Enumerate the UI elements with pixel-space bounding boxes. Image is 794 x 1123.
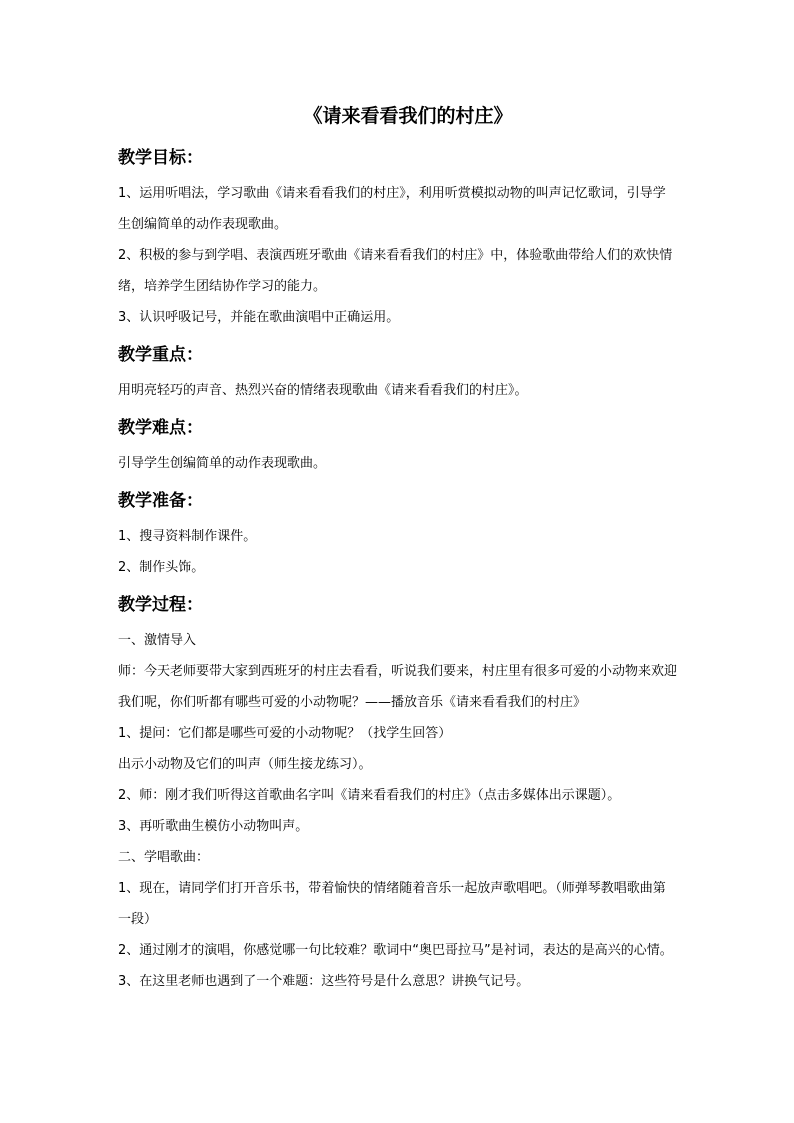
paragraph: 1、搜寻资料制作课件。 bbox=[118, 529, 257, 544]
section-key-points bbox=[118, 341, 678, 406]
section-heading: 教学目标： bbox=[118, 148, 203, 168]
paragraph: 出示小动物及它们的叫声（师生接龙练习）。 bbox=[118, 757, 372, 772]
paragraph: 2、制作头饰。 bbox=[118, 560, 205, 575]
document-title: 《请来看看我们的村庄》 bbox=[303, 105, 513, 127]
paragraph: 师：今天老师要带大家到西班牙的村庄去看看，听说我们要来，村庄里有很多可爱的小动物来欢迎我们呢，你们听都有哪些可爱的小动物呢？——播放音乐《请来看看我们的村庄》 bbox=[118, 664, 678, 710]
paragraph: 1、现在，请同学们打开音乐书，带着愉快的情绪随着音乐一起放声歌唱吧。（师弹琴教唱歌曲第一段） bbox=[118, 881, 666, 927]
paragraph: 1、提问：它们都是哪些可爱的小动物呢？（找学生回答） bbox=[118, 726, 452, 741]
paragraph: 2、师：刚才我们听得这首歌曲名字叫《请来看看我们的村庄》（点击多媒体出示课题）。 bbox=[118, 788, 621, 803]
document-page bbox=[118, 98, 678, 997]
paragraph: 用明亮轻巧的声音、热烈兴奋的情绪表现歌曲《请来看看我们的村庄》。 bbox=[118, 383, 528, 398]
paragraph: 3、认识呼吸记号，并能在歌曲演唱中正确运用。 bbox=[118, 310, 400, 325]
paragraph: 二、学唱歌曲： bbox=[118, 850, 210, 865]
section-heading: 教学过程： bbox=[118, 595, 203, 615]
paragraph: 一、激情导入 bbox=[118, 633, 197, 648]
paragraph: 1、运用听唱法，学习歌曲《请来看看我们的村庄》，利用听赏模拟动物的叫声记忆歌词，引导学生创编简单的动作表现歌曲。 bbox=[118, 186, 666, 232]
paragraph: 2、积极的参与到学唱、表演西班牙歌曲《请来看看我们的村庄》中，体验歌曲带给人们的欢快情绪，培养学生团结协作学习的能力。 bbox=[118, 248, 673, 294]
section-heading: 教学准备： bbox=[118, 491, 203, 511]
section-objectives bbox=[118, 144, 678, 333]
paragraph: 3、在这里老师也遇到了一个难题：这些符号是什么意思？讲换气记号。 bbox=[118, 974, 530, 989]
section-process bbox=[118, 591, 678, 997]
paragraph: 2、通过刚才的演唱，你感觉哪一句比较难？歌词中“奥巴哥拉马”是衬词，表达的是高兴的心情。 bbox=[118, 943, 673, 958]
section-heading: 教学难点： bbox=[118, 418, 203, 438]
paragraph: 3、再听歌曲生模仿小动物叫声。 bbox=[118, 819, 309, 834]
section-heading: 教学重点： bbox=[118, 345, 203, 365]
paragraph: 引导学生创编简单的动作表现歌曲。 bbox=[118, 456, 327, 471]
section-preparation bbox=[118, 487, 678, 583]
section-difficulties bbox=[118, 414, 678, 479]
